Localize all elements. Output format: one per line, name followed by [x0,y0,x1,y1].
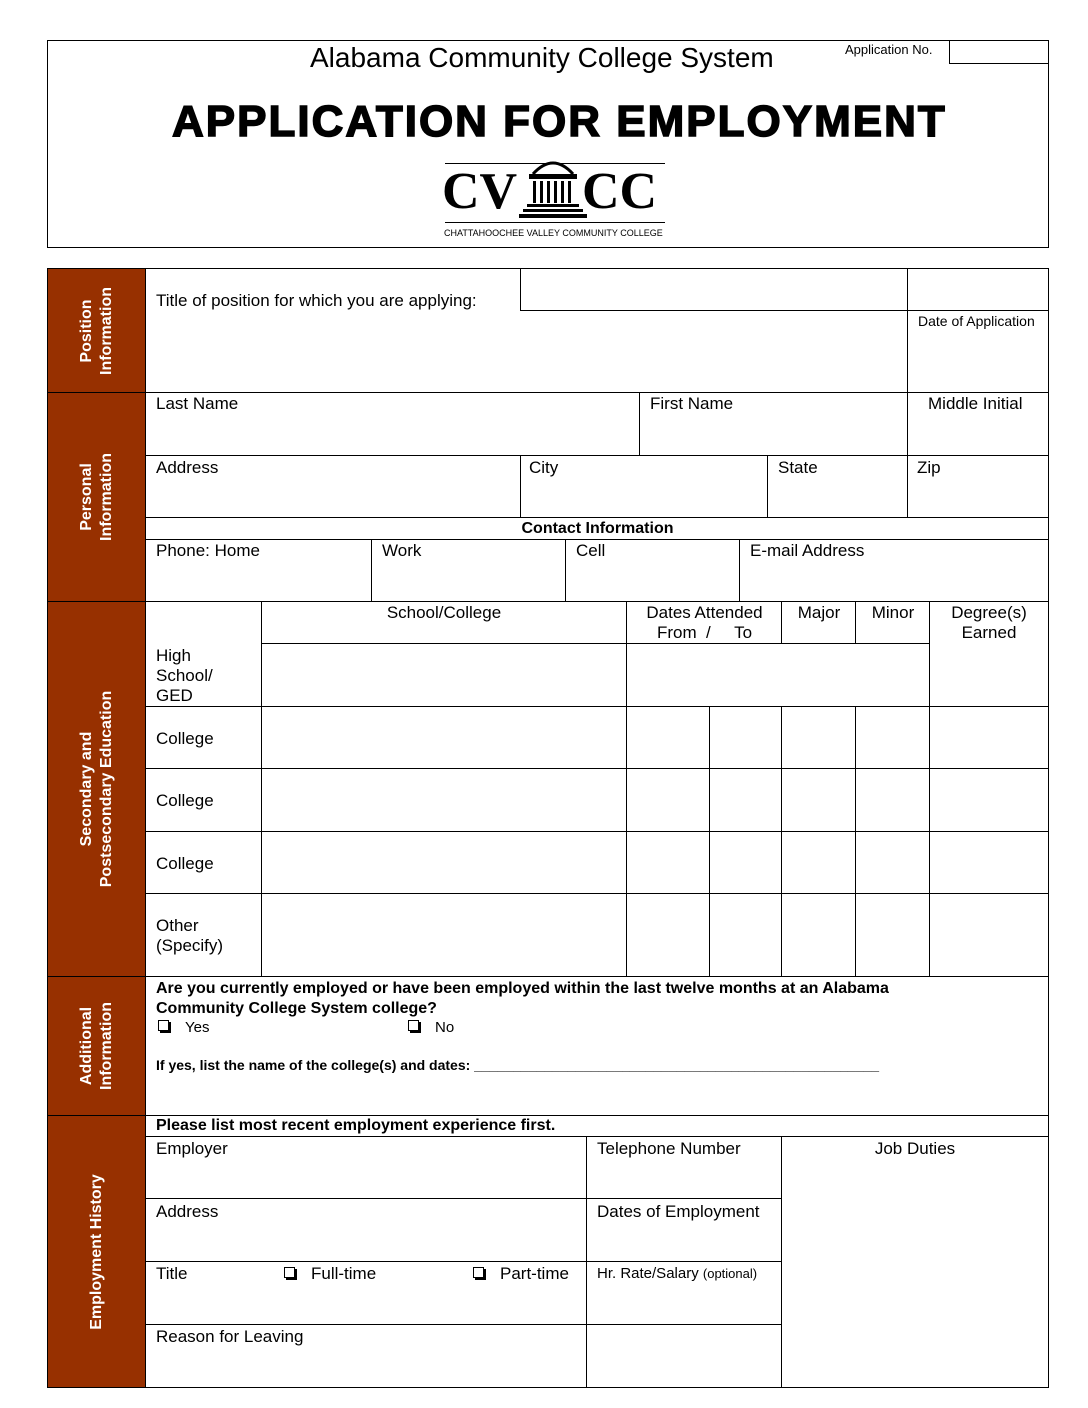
logo-letters-left: CV [442,163,518,220]
no-option[interactable]: No [408,1018,454,1038]
logo-caption: CHATTAHOOCHEE VALLEY COMMUNITY COLLEGE [444,228,663,238]
section-position-title: Position Information [77,286,115,375]
if-yes-college-field[interactable]: If yes, list the name of the college(s) and dates: ____________________________________________________ [156,1057,880,1073]
section-additional-bar [48,976,146,1115]
edu-row-college-3: College [156,854,214,873]
hourly-rate-field[interactable]: Hr. Rate/Salary (optional) [597,1265,758,1282]
row-line [146,1198,782,1199]
section-education-title: Secondary and Postsecondary Education [77,690,115,888]
no-checkbox[interactable] [408,1020,419,1031]
col-line [709,706,710,976]
row-line [146,976,1049,977]
section-employment-bar [48,1115,146,1387]
school-college-header: School/College [386,603,502,622]
full-time-checkbox[interactable] [284,1267,295,1278]
telephone-field[interactable]: Telephone Number [597,1139,741,1158]
logo-bottom-rule [445,222,665,223]
col-line [639,392,640,455]
state-field[interactable]: State [778,458,818,477]
col-line [929,601,930,976]
employer-address-field[interactable]: Address [156,1202,219,1221]
hs-school-field[interactable] [262,644,626,706]
college2-school-field[interactable] [262,769,626,831]
position-title-field[interactable] [520,269,908,311]
row-line [146,1324,782,1325]
form-title: APPLICATION FOR EMPLOYMENT [172,97,947,146]
dates-attended-header: Dates Attended From / To [646,603,763,642]
section-personal-bar [48,392,146,601]
yes-checkbox[interactable] [158,1020,169,1031]
phone-home-field[interactable]: Phone: Home [156,541,260,560]
last-name-field[interactable]: Last Name [156,394,239,413]
degree-header: Degree(s) Earned [951,603,1027,642]
work-phone-field[interactable]: Work [382,541,422,560]
row-line [146,517,1049,518]
application-no-field[interactable] [949,40,1049,64]
college-logo [440,150,666,242]
address-field[interactable]: Address [156,458,219,477]
section-employment-title: Employment History [87,1173,105,1330]
city-field[interactable]: City [529,458,559,477]
yes-option[interactable]: Yes [158,1018,209,1038]
rotunda-icon [518,150,588,222]
row-line [146,392,1049,393]
employment-question: Are you currently employed or have been employed within the last twelve months at an Alabama Community College System college? [156,980,889,1017]
section-additional-title: Additional Information [77,1002,115,1090]
other-school-field[interactable] [262,894,626,976]
contact-info-heading: Contact Information [521,520,674,537]
part-time-option[interactable]: Part-time [473,1264,569,1284]
date-of-application-field[interactable] [908,270,1048,310]
system-name: Alabama Community College System [310,42,774,73]
col-line [520,455,521,517]
edu-row-college-2: College [156,791,214,810]
full-time-option[interactable]: Full-time [284,1264,376,1284]
middle-initial-field[interactable]: Middle Initial [928,394,1023,413]
row-line [146,455,1049,456]
row-line [146,539,1049,540]
minor-header: Minor [871,603,915,622]
job-duties-field[interactable]: Job Duties [874,1139,956,1158]
college1-school-field[interactable] [262,707,626,768]
application-no-label: Application No. [845,42,933,57]
col-line [781,706,782,976]
part-time-checkbox[interactable] [473,1267,484,1278]
email-field[interactable]: E-mail Address [750,541,865,560]
major-header: Major [797,603,841,622]
col-line [739,539,740,601]
section-position-bar [48,269,146,392]
zip-field[interactable]: Zip [917,458,941,477]
section-education-bar [48,601,146,976]
dates-of-employment-field[interactable]: Dates of Employment [597,1202,760,1221]
cell-phone-field[interactable]: Cell [576,541,606,560]
col-line [767,455,768,517]
position-title-label: Title of position for which you are applying: [156,291,477,310]
row-line [146,1261,782,1262]
row-line [146,601,1049,602]
col-line [371,539,372,601]
col-line [565,539,566,601]
section-personal-title: Personal Information [77,453,115,541]
edu-row-other: Other (Specify) [156,916,224,955]
edu-row-college-1: College [156,729,214,748]
edu-row-high-school: High School/ GED [156,646,213,705]
col-line [626,601,627,976]
date-of-application-label: Date of Application [918,313,1035,329]
employment-instruction: Please list most recent employment experience first. [156,1117,556,1134]
col-line [855,601,856,643]
job-title-field[interactable]: Title [156,1264,188,1283]
first-name-field[interactable]: First Name [650,394,734,413]
reason-for-leaving-field[interactable]: Reason for Leaving [156,1327,304,1346]
row-line [146,1136,1049,1137]
employer-field[interactable]: Employer [156,1139,228,1158]
college3-school-field[interactable] [262,832,626,893]
col-line [781,601,782,643]
col-line [855,706,856,976]
logo-letters-right: CC [582,163,658,220]
